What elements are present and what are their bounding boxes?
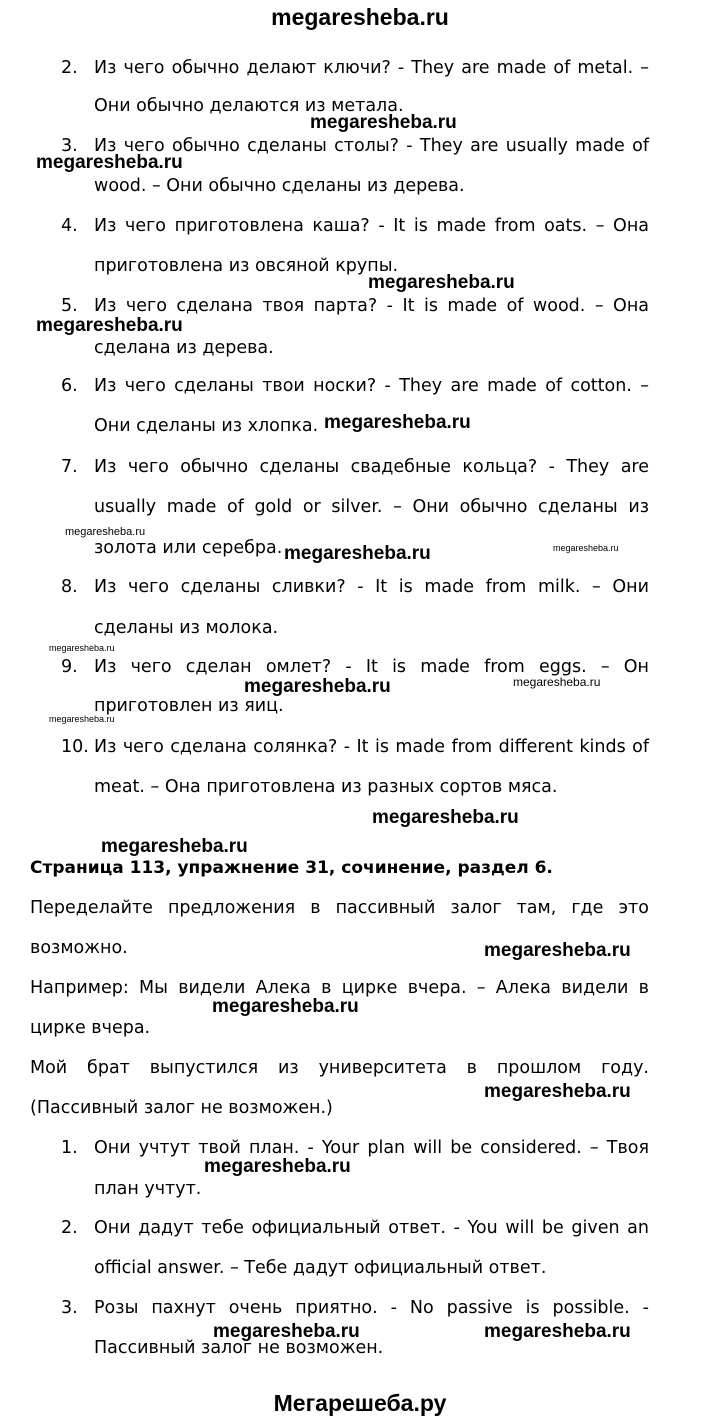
list-item-number: 1. [61, 1138, 78, 1158]
list-item-text: Из чего приготовлена каша? - It is made from oats. – Она [94, 216, 649, 236]
list-item-number: 5. [61, 296, 78, 316]
watermark: megaresheba.ru [36, 315, 183, 336]
watermark: megaresheba.ru [212, 996, 359, 1017]
example-text: (Пассивный залог не возможен.) [30, 1098, 333, 1118]
list-item-text: Из чего сделан омлет? - It is made from eggs. – Он [94, 657, 649, 677]
list-item-text: Из чего сделаны сливки? - It is made from milk. – Они [94, 577, 649, 597]
section-heading: Страница 113, упражнение 31, сочинение, раздел 6. [30, 858, 553, 878]
watermark: megaresheba.ru [213, 1321, 360, 1342]
list-item-text: wood. – Они обычно сделаны из дерева. [94, 176, 465, 196]
list-item-text: meat. – Она приготовлена из разных сортов мяса. [94, 777, 558, 797]
list-item-text: official answer. – Тебе дадут официальный ответ. [94, 1258, 547, 1278]
list-item-text: Они обычно делаются из метала. [94, 96, 404, 116]
list-item-text: Из чего обычно сделаны столы? - They are usually made of [94, 136, 649, 156]
watermark: megaresheba.ru [204, 1156, 351, 1177]
watermark: megaresheba.ru [284, 543, 431, 564]
list-item-text: сделаны из молока. [94, 618, 279, 638]
watermark: megaresheba.ru [372, 807, 519, 828]
list-item-number: 2. [61, 58, 78, 78]
watermark: megaresheba.ru [101, 836, 248, 857]
list-item-number: 7. [61, 457, 78, 477]
list-item-text: Из чего сделана солянка? - It is made from different kinds of [94, 737, 649, 757]
list-item-text: Пассивный залог не возможен. [94, 1338, 384, 1358]
instruction-text: Переделайте предложения в пассивный залог там, где это [30, 898, 649, 918]
watermark: megaresheba.ru [484, 1321, 631, 1342]
watermark: megaresheba.ru [513, 675, 601, 689]
list-item-text: Они дадут тебе официальный ответ. - You will be given an [94, 1218, 649, 1238]
list-item-text: Они сделаны из хлопка. [94, 416, 319, 436]
list-item-text: Розы пахнут очень приятно. - No passive is possible. - [94, 1298, 649, 1318]
list-item-number: 8. [61, 577, 78, 597]
list-item-text: Они учтут твой план. - Your plan will be considered. – Твоя [94, 1138, 649, 1158]
watermark: megaresheba.ru [324, 412, 471, 433]
list-item-number: 6. [61, 376, 78, 396]
list-item-text: план учтут. [94, 1179, 202, 1199]
watermark: megaresheba.ru [36, 152, 183, 173]
list-item-text: приготовлена из овсяной крупы. [94, 256, 399, 276]
list-item-text: Из чего сделаны твои носки? - They are made of cotton. – [94, 376, 649, 396]
list-item-number: 10. [61, 737, 89, 757]
list-item-text: золота или серебра. [94, 538, 283, 558]
example-text: Мой брат выпустился из университета в прошлом году. [30, 1058, 649, 1078]
watermark: megaresheba.ru [49, 643, 115, 653]
list-item-text: сделана из дерева. [94, 338, 274, 358]
list-item-number: 3. [61, 1298, 78, 1318]
example-text: цирке вчера. [30, 1018, 151, 1038]
list-item-text: Из чего обычно сделаны свадебные кольца? - They are [94, 457, 649, 477]
watermark: megaresheba.ru [49, 714, 115, 724]
watermark: megaresheba.ru [310, 112, 457, 133]
watermark: megaresheba.ru [484, 1081, 631, 1102]
watermark: megaresheba.ru [368, 272, 515, 293]
list-item-text: Из чего обычно делают ключи? - They are made of metal. – [94, 58, 649, 78]
list-item-number: 2. [61, 1218, 78, 1238]
watermark: megaresheba.ru [65, 526, 146, 538]
watermark: megaresheba.ru [553, 543, 619, 553]
list-item-number: 9. [61, 657, 78, 677]
example-text: Например: Мы видели Алека в цирке вчера. – Алека видели в [30, 978, 649, 998]
instruction-text: возможно. [30, 938, 128, 958]
header-watermark: megaresheba.ru [271, 4, 449, 30]
watermark: megaresheba.ru [244, 676, 391, 697]
list-item-number: 3. [61, 136, 78, 156]
list-item-text: приготовлен из яиц. [94, 696, 284, 716]
list-item-text: usually made of gold or silver. – Они обычно сделаны из [94, 497, 649, 517]
footer-watermark: Мегарешеба.ру [273, 1390, 447, 1416]
list-item-number: 4. [61, 216, 78, 236]
watermark: megaresheba.ru [484, 940, 631, 961]
list-item-text: Из чего сделана твоя парта? - It is made of wood. – Она [94, 296, 649, 316]
